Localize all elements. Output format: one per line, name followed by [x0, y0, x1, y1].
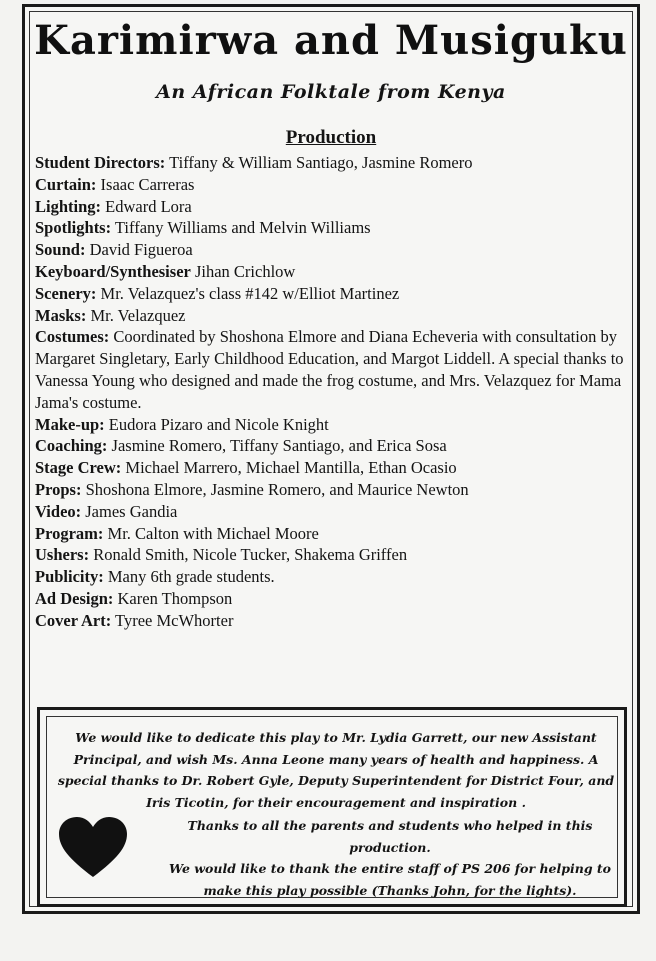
credit-role: Keyboard/Synthesiser [35, 261, 191, 281]
credit-names: Karen Thompson [113, 588, 233, 608]
credit-item [35, 544, 635, 566]
credit-role: Coaching: [35, 436, 108, 456]
credit-names: Isaac Carreras [96, 174, 195, 194]
credit-names: Mr. Calton with Michael Moore [103, 523, 319, 543]
thanks-staff: We would like to thank the entire staff of PS 206 for helping to make this play possible (Thanks John, for the lights). [168, 861, 612, 898]
credit-role: Scenery: [35, 283, 97, 303]
dedication-box [37, 707, 627, 907]
play-subtitle: An African Folktale from Kenya [156, 81, 506, 103]
production-heading: Production [285, 127, 377, 148]
thanks-block [165, 815, 615, 901]
credit-item [35, 588, 635, 610]
credits-list [35, 152, 635, 632]
credit-names: Tyree McWhorter [111, 610, 234, 630]
credit-names: Mr. Velazquez's class #142 w/Elliot Martinez [96, 283, 400, 303]
credit-role: Stage Crew: [35, 458, 122, 478]
credit-role: Student Directors: [35, 153, 166, 172]
credit-names: Jasmine Romero, Tiffany Santiago, and Erica Sosa [107, 436, 447, 456]
credit-item [35, 523, 635, 545]
credit-item [35, 457, 635, 479]
credit-names: Michael Marrero, Michael Mantilla, Ethan Ocasio [121, 458, 457, 478]
credit-role: Make-up: [35, 414, 105, 434]
credit-item [35, 610, 635, 632]
credit-names: James Gandia [81, 501, 178, 521]
credit-names: Eudora Pizaro and Nicole Knight [104, 414, 329, 434]
dedication-inner-border [46, 716, 618, 898]
credit-role: Sound: [35, 240, 86, 260]
credit-role: Lighting: [35, 196, 102, 216]
credit-item [35, 326, 635, 413]
credit-item [35, 566, 635, 588]
credit-role: Curtain: [35, 174, 97, 194]
credit-item [35, 261, 635, 283]
credit-names: Tiffany & William Santiago, Jasmine Romero [165, 153, 473, 172]
credit-item [35, 479, 635, 501]
credit-role: Costumes: [35, 327, 110, 347]
credit-role: Masks: [35, 305, 87, 325]
credit-item [35, 217, 635, 239]
credit-role: Program: [35, 523, 104, 543]
credit-item [35, 414, 635, 436]
credit-item [35, 196, 635, 218]
credit-names: Edward Lora [101, 196, 192, 216]
credit-names: Shoshona Elmore, Jasmine Romero, and Maurice Newton [81, 479, 469, 499]
credit-role: Props: [35, 479, 82, 499]
credit-item [35, 239, 635, 261]
play-title: Karimirwa and Musiguku [34, 17, 628, 64]
credit-item [35, 305, 635, 327]
credit-item [35, 283, 635, 305]
credit-item [35, 152, 635, 174]
credit-role: Spotlights: [35, 218, 112, 238]
credit-item [35, 174, 635, 196]
credit-names: Ronald Smith, Nicole Tucker, Shakema Griffen [89, 545, 408, 565]
credit-role: Ad Design: [35, 588, 114, 608]
dedication-text: We would like to dedicate this play to Mr. Lydia Garrett, our new Assistant Principal, and wish Ms. Anna Leone many years of health and happiness. A special thanks to Dr. Robert Gyle, Deputy Superintendent for District Four, and Iris Ticotin, for their encouragement and inspiration . [57, 730, 615, 810]
thanks-parents: Thanks to all the parents and students who helped in this production. [187, 818, 593, 855]
program-page [22, 4, 640, 914]
credit-names: David Figueroa [85, 240, 193, 260]
credit-names: Jihan Crichlow [190, 261, 296, 281]
credit-item [35, 435, 635, 457]
credit-names: Many 6th grade students. [103, 567, 275, 587]
credit-role: Cover Art: [35, 610, 112, 630]
credit-names: Coordinated by Shoshona Elmore and Diana Echeveria with consultation by Margaret Singletary, Early Childhood Education, and Margot Liddell. A special thanks to Vanessa Young who designed and made the frog costume, and Mrs. Velazquez for Mama Jama's costume. [35, 327, 624, 412]
credit-role: Publicity: [35, 567, 104, 587]
credit-names: Tiffany Williams and Melvin Williams [111, 218, 371, 238]
credit-role: Ushers: [35, 545, 90, 565]
credit-item [35, 501, 635, 523]
credit-names: Mr. Velazquez [86, 305, 186, 325]
credit-role: Video: [35, 501, 82, 521]
heart-icon [59, 817, 127, 879]
